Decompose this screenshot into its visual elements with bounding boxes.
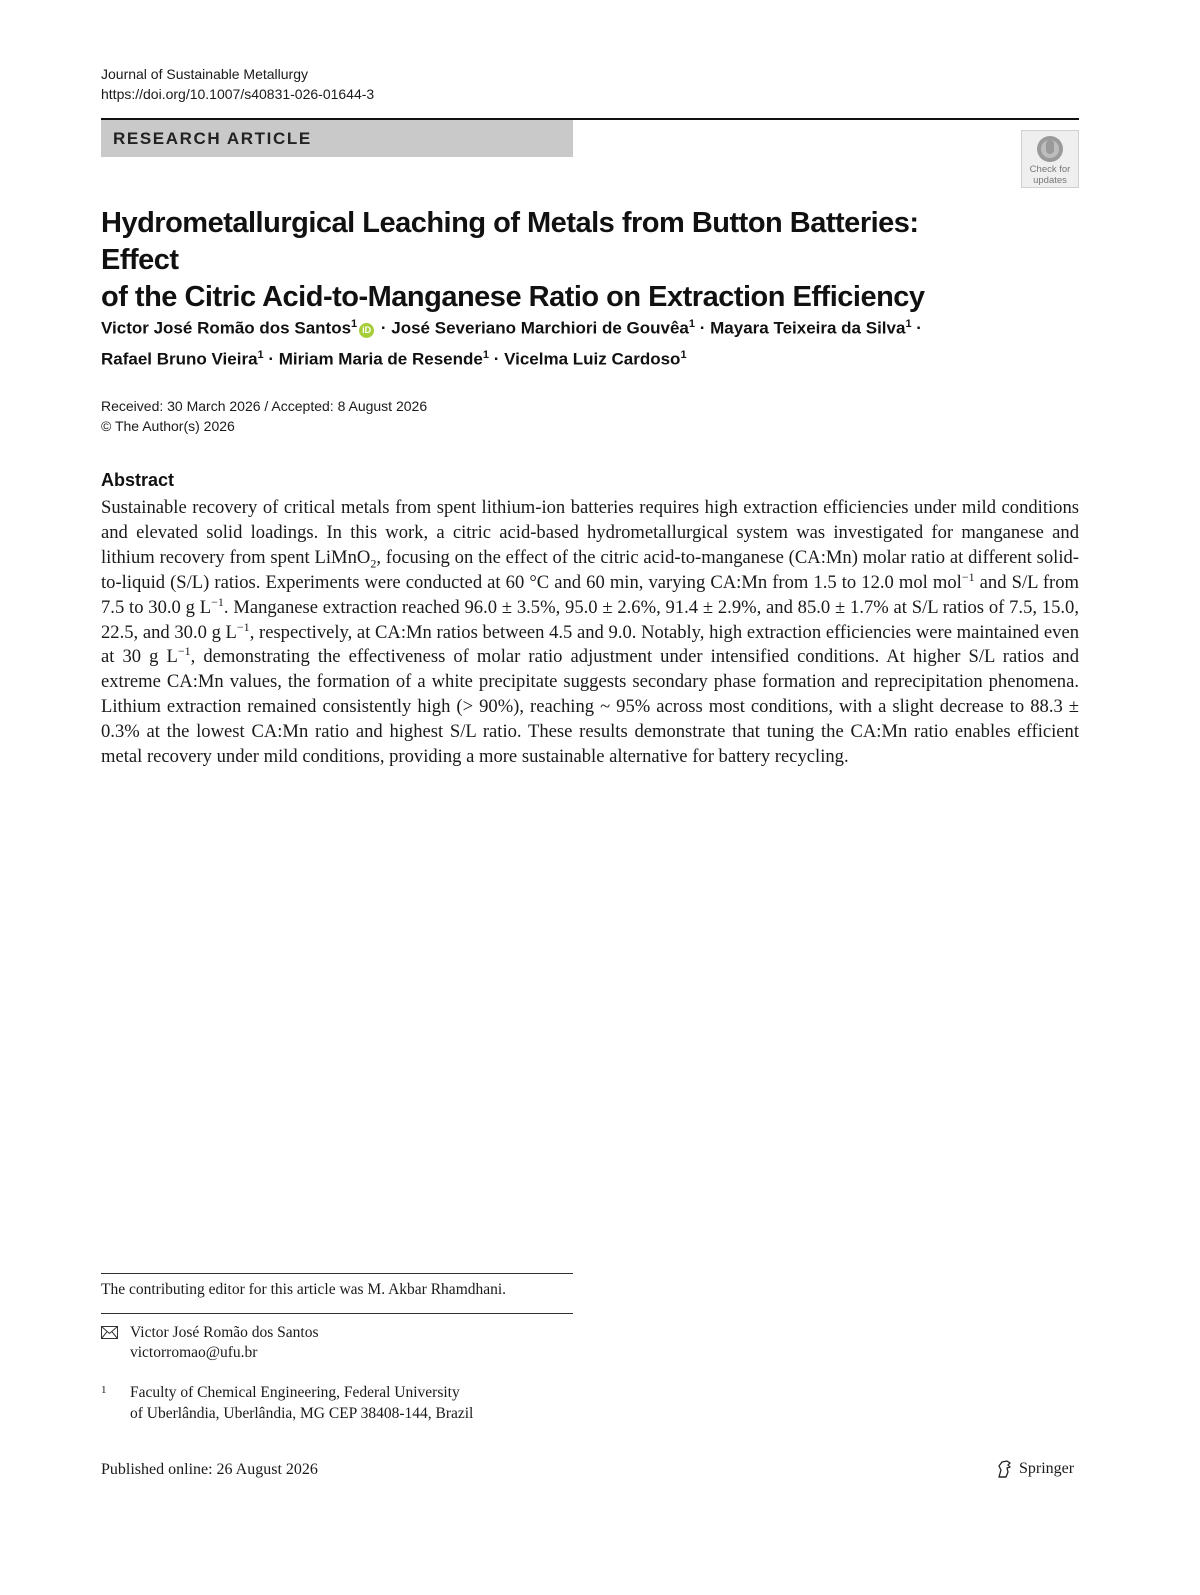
footnote-rule: [101, 1273, 573, 1274]
footnote-rule: [101, 1313, 573, 1314]
check-updates-line1: Check for: [1029, 164, 1071, 175]
affiliation-number: 1: [101, 1384, 107, 1396]
published-online-date: Published online: 26 August 2026: [101, 1461, 318, 1478]
article-dates: [101, 396, 427, 436]
abstract-text: Sustainable recovery of critical metals from spent lithium-ion batteries requires high extraction efficiencies under mild conditions and elevated solid loadings. In this work, a citric acid-based hydrometallurgical system was investigated for manganese and lithium recovery from spent LiMnO$_2$, focusing on the effect of the citric acid-to-manganese (CA:Mn) molar ratio at different solid-to-liquid (S/L) ratios. Experiments were conducted at 60 °C and 60 min, varying CA:Mn from 1.5 to 12.0 mol mol$^{-1}$ and S/L from 7.5 to 30.0 g $L^{-1}$. Manganese extraction reached 96.0 ± 3.5%, 95.0 ± 2.6%, 91.4 ± 2.9%, and 85.0 ± 1.7% at S/L ratios of 7.5, 15.0, 22.5, and 30.0 g $L^{-1}$, respectively, at CA:Mn ratios between 4.5 and 9.0. Notably, high extraction efficiencies were maintained even at 30 g $L^{-1}$, demonstrating the effectiveness of molar ratio adjustment under intensified conditions. At higher S/L ratios and extreme CA:Mn values, the formation of a white precipitate suggests secondary phase formation and reprecipitation phenomena. Lithium extraction remained consistently high (> 90%), reaching ~ 95% across most conditions, with a slight decrease to 88.3 ± 0.3% at the lowest CA:Mn ratio and highest S/L ratio. These results demonstrate that tuning the CA:Mn ratio enables efficient metal recovery under mild conditions, providing a more sustainable alternative for battery recycling.: [101, 497, 1079, 768]
abstract-heading: Abstract: [101, 470, 175, 490]
doi-link[interactable]: https://doi.org/10.1007/s40831-026-01644-3: [101, 86, 375, 102]
journal-name: Journal of Sustainable Metallurgy: [101, 66, 309, 82]
author-affiliation-mark: 1: [351, 318, 358, 330]
journal-header: [101, 64, 374, 104]
title-line-2: of the Citric Acid-to-Manganese Ratio on Extraction Efficiency: [101, 281, 925, 313]
author-separator: ·: [911, 318, 922, 338]
affiliation-line-1: Faculty of Chemical Engineering, Federal University: [130, 1384, 460, 1401]
title-line-1: Hydrometallurgical Leaching of Metals from Button Batteries: Effect: [101, 207, 919, 276]
publisher-name: Springer: [1019, 1460, 1075, 1477]
check-updates-icon: [1035, 134, 1065, 164]
springer-horse-icon: [995, 1459, 1015, 1479]
author-separator: ·: [695, 318, 711, 338]
author-affiliation-mark: 1: [905, 318, 912, 330]
corresponding-email[interactable]: victorromao@ufu.br: [130, 1344, 258, 1361]
author-name[interactable]: Victor José Romão dos Santos: [101, 318, 352, 338]
envelope-icon: [101, 1326, 118, 1339]
check-updates-line2: updates: [1033, 175, 1067, 186]
editor-note: The contributing editor for this article was M. Akbar Rhamdhani.: [101, 1281, 507, 1298]
author-separator: ·: [376, 318, 392, 338]
author-line-1: [101, 311, 1081, 342]
author-affiliation-mark: 1: [688, 318, 696, 330]
author-affiliation-mark: 1: [257, 348, 264, 361]
author-name[interactable]: Vicelma Luiz Cardoso: [504, 349, 681, 369]
author-name[interactable]: José Severiano Marchiori de Gouvêa: [391, 318, 689, 338]
article-title: [101, 205, 1001, 316]
author-separator: ·: [263, 349, 279, 369]
springer-logo[interactable]: [995, 1459, 1074, 1479]
corresponding-author: [101, 1323, 319, 1363]
author-affiliation-mark: 1: [482, 348, 489, 361]
copyright-notice: © The Author(s) 2026: [101, 418, 235, 434]
author-name[interactable]: Miriam Maria de Resende: [278, 349, 483, 369]
author-affiliation-mark: 1: [680, 348, 687, 361]
author-separator: ·: [488, 349, 505, 369]
check-for-updates-badge[interactable]: [1021, 130, 1079, 188]
received-accepted-dates: Received: 30 March 2026 / Accepted: 8 August 2026: [101, 398, 428, 414]
author-name[interactable]: Rafael Bruno Vieira: [101, 349, 258, 369]
article-type-label: RESEARCH ARTICLE: [101, 120, 573, 157]
affiliation: [101, 1382, 473, 1424]
affiliation-line-2: of Uberlândia, Uberlândia, MG CEP 38408-144, Brazil: [130, 1405, 474, 1422]
corresponding-name: Victor José Romão dos Santos: [130, 1324, 319, 1341]
orcid-icon[interactable]: iD: [359, 323, 374, 338]
author-list: [101, 311, 1081, 372]
author-name[interactable]: Mayara Teixeira da Silva: [710, 318, 906, 338]
author-line-2: [101, 342, 1081, 373]
